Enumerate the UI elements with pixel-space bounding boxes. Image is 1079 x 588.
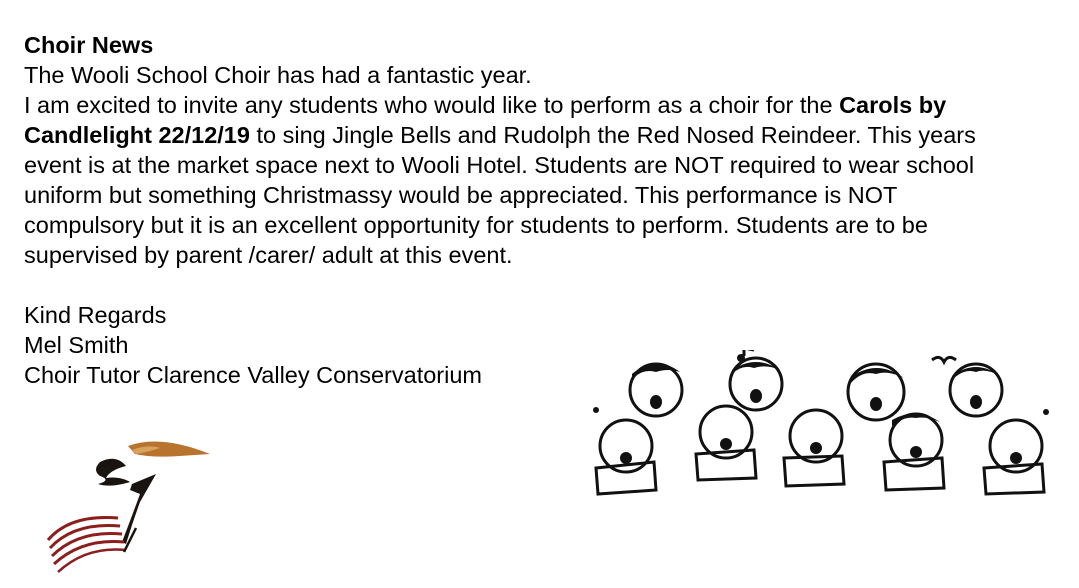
- spacer: [24, 270, 984, 300]
- body-text-before: I am excited to invite any students who would like to perform as a choir for the: [24, 92, 840, 118]
- newsletter-article: [24, 30, 984, 390]
- event-name: Carols by Candlelight 22/12/19: [24, 92, 947, 148]
- closing-line: Kind Regards: [24, 302, 167, 328]
- conservatorium-logo: [40, 432, 240, 582]
- body-text-after: to sing Jingle Bells and Rudolph the Red Nosed Reindeer. This years event is at the market space next to Wooli Hotel. Students are NOT required to wear school uniform but something Christmassy would be appreciated. This performance is NOT compulsory but it is an excellent opportunity for students to perform. Students are to be supervised by parent /carer/ adult at this event.: [24, 122, 976, 268]
- intro-line: The Wooli School Choir has had a fantastic year.: [24, 62, 532, 88]
- body-paragraph: [24, 90, 984, 270]
- article-heading: Choir News: [24, 32, 154, 58]
- signer-name: Mel Smith: [24, 332, 129, 358]
- choir-clipart-illustration: [576, 350, 1066, 500]
- signer-title: Choir Tutor Clarence Valley Conservatorium: [24, 362, 482, 388]
